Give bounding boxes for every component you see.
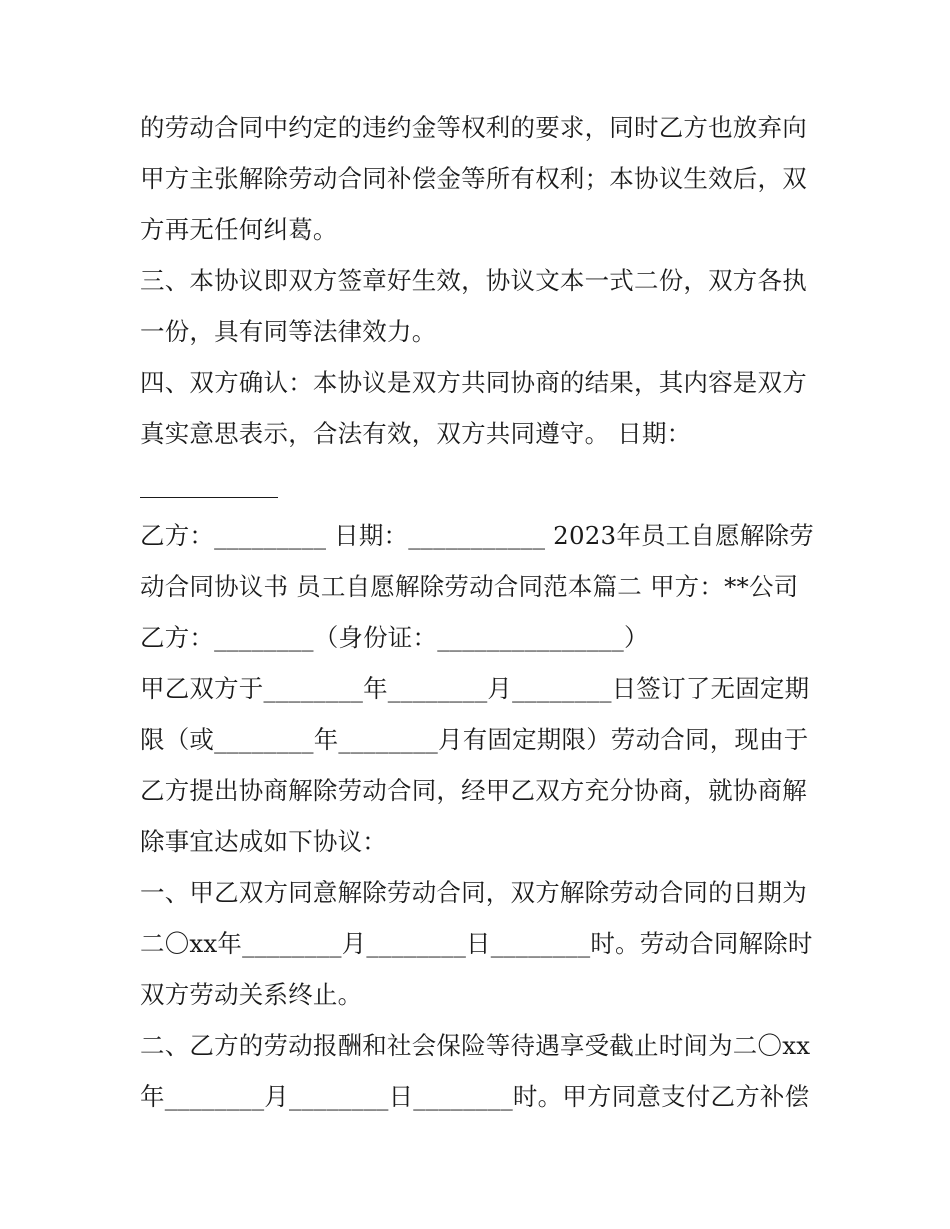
text-line: 双方劳动关系终止。 xyxy=(140,980,363,1009)
text-line: 一份，具有同等法律效力。 xyxy=(140,317,437,346)
text-line: 甲乙双方于________年________月________日签订了无固定期 xyxy=(140,674,810,703)
text-line: 乙方：________（身份证：_______________） xyxy=(140,623,649,652)
text-line: 乙方提出协商解除劳动合同，经甲乙双方充分协商，就协商解 xyxy=(140,776,807,805)
text-line: 限（或________年________月有固定期限）劳动合同，现由于 xyxy=(140,725,809,754)
text-line: 动合同协议书 员工自愿解除劳动合同范本篇二 甲方：**公司 xyxy=(140,572,799,601)
document-body xyxy=(140,102,820,1122)
text-line: 的劳动合同中约定的违约金等权利的要求，同时乙方也放弃向 xyxy=(140,113,807,142)
text-line: 二、乙方的劳动报酬和社会保险等待遇享受截止时间为二〇xx xyxy=(140,1031,811,1060)
text-line: 除事宜达成如下协议： xyxy=(140,827,387,856)
text-line: 二〇xx年________月________日________时。劳动合同解除时 xyxy=(140,929,813,958)
text-line: 三、本协议即双方签章好生效，协议文本一式二份，双方各执 xyxy=(140,266,807,295)
text-line: 乙方：_________ 日期：___________ 2023年员工自愿解除劳 xyxy=(140,521,814,550)
text-line: 方再无任何纠葛。 xyxy=(140,215,338,244)
blank-line-rule xyxy=(140,459,278,510)
text-line: 年________月________日________时。甲方同意支付乙方补偿 xyxy=(140,1082,810,1111)
text-line: 真实意思表示，合法有效，双方共同遵守。 日期： xyxy=(140,419,692,448)
text-line: 甲方主张解除劳动合同补偿金等所有权利；本协议生效后，双 xyxy=(140,164,807,193)
text-line: 一、甲乙双方同意解除劳动合同，双方解除劳动合同的日期为 xyxy=(140,878,807,907)
text-line: 四、双方确认：本协议是双方共同协商的结果，其内容是双方 xyxy=(140,368,807,397)
